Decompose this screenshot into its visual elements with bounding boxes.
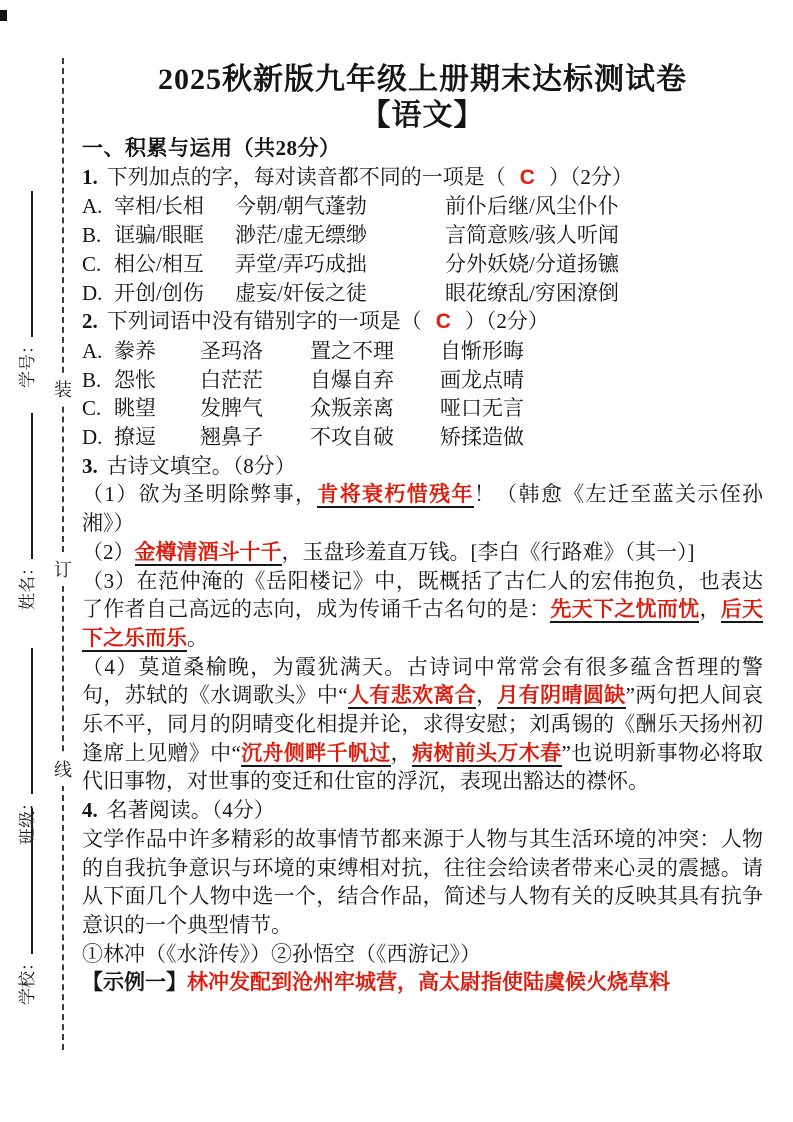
stem-text: 下列加点的字，每对读音都不同的一项是（ <box>106 164 506 189</box>
field-blank-line <box>14 413 33 559</box>
option-row <box>82 221 763 250</box>
field-blank-line <box>14 191 33 337</box>
page-title: 2025秋新版九年级上册期末达标测试卷 <box>158 63 687 96</box>
text-run: ！（韩愈《左迁至蓝关示侄孙湘》） <box>82 482 764 536</box>
option-word-group: 相公/相互 <box>114 251 204 276</box>
stem-text: 下列词语中没有错别字的一项是（ <box>106 309 422 334</box>
option-word-group: 言简意赅/骇人听闻 <box>445 223 619 248</box>
q3-item-4 <box>82 653 763 797</box>
question-1-stem <box>82 163 763 193</box>
option-word-group: 今朝/朝气蓬勃 <box>235 194 367 219</box>
stem-text: 名著阅读。（4分） <box>106 798 275 823</box>
option-word-group: 置之不理 <box>310 338 394 363</box>
answer-letter: C <box>435 310 451 334</box>
text-run: （4）莫道桑榆晚，为霞犹满天。古诗词中常常会有很多蕴含哲理的警句，苏轼的《水调歌头》中“ <box>82 654 763 708</box>
option-row <box>82 366 763 395</box>
binding-char-zhuang: 装 <box>51 374 75 406</box>
answer-letter: C <box>519 165 535 189</box>
question-number: 3. <box>82 453 98 478</box>
text-run: ， <box>390 740 413 765</box>
text-run: （1）欲为圣明除弊事， <box>82 482 318 507</box>
option-word-group: 不攻自破 <box>310 425 394 450</box>
q3-item-1 <box>82 480 763 537</box>
option-row <box>82 394 763 423</box>
option-word-group: 哑口无言 <box>440 396 524 421</box>
question-number: 4. <box>82 798 98 823</box>
field-school <box>14 808 38 1005</box>
option-row <box>82 337 763 366</box>
option-word-group: 矫揉造做 <box>440 425 524 450</box>
option-word-group: 圣玛洛 <box>200 338 263 363</box>
option-word-group: 眼花缭乱/穷困潦倒 <box>445 280 619 305</box>
question-4-stem <box>82 796 763 825</box>
field-label: 姓名： <box>18 559 37 610</box>
question-number: 2. <box>82 309 98 334</box>
option-word-group: 怨怅 <box>114 367 156 392</box>
stem-text: ）（2分） <box>548 164 633 189</box>
option-word-group: 分外妖娆/分道扬镳 <box>445 251 619 276</box>
subject-title: 【语文】 <box>360 99 485 132</box>
text-run: ， <box>476 683 498 708</box>
answer-blank-filled: 沉舟侧畔千帆过 <box>240 740 391 765</box>
option-label: A. <box>82 194 103 219</box>
field-blank-line <box>14 808 33 954</box>
stem-text: 古诗文填空。（8分） <box>106 453 296 478</box>
option-row <box>82 250 763 279</box>
answer-blank-filled: 后天下之乐而乐 <box>82 597 764 650</box>
option-word-group: 豢养 <box>114 338 156 363</box>
q3-item-3 <box>82 567 763 653</box>
text-run: ， <box>699 597 721 622</box>
q4-choices: ①林冲（《水浒传》）②孙悟空（《西游记》） <box>82 941 481 966</box>
option-row <box>82 279 763 308</box>
field-label: 班级： <box>18 794 37 845</box>
question-2-stem <box>82 307 763 337</box>
option-label: C. <box>82 396 102 421</box>
binding-char-xian: 线 <box>51 754 75 786</box>
option-word-group: 自爆自弃 <box>310 367 394 392</box>
option-word-group: 自惭形晦 <box>440 338 524 363</box>
q4-body: 文学作品中许多精彩的故事情节都来源于人物与其生活环境的冲突：人物的自我抗争意识与环境的束缚相对抗，往往会给读者带来心灵的震撼。请从下面几个人物中选一个，结合作品，简述与人物有关的反映其具有抗争意识的一个典型情节。 <box>82 826 763 937</box>
option-word-group: 发脾气 <box>200 396 263 421</box>
option-label: C. <box>82 251 102 276</box>
option-word-group: 众叛亲离 <box>310 396 394 421</box>
option-word-group: 撩逗 <box>114 425 156 450</box>
answer-blank-filled: 病树前头万木春 <box>412 740 562 765</box>
scan-artifact <box>0 10 7 21</box>
stem-text: ）（2分） <box>464 309 549 334</box>
field-label: 学校： <box>18 954 37 1005</box>
option-label: D. <box>82 425 103 450</box>
answer-blank-filled: 人有悲欢离合 <box>347 683 477 708</box>
option-label: B. <box>82 223 102 248</box>
option-word-group: 眺望 <box>114 396 156 421</box>
example-label: 【示例一】 <box>82 970 187 995</box>
section-heading: 一、积累与运用（共28分） <box>82 136 341 160</box>
binding-char-ding: 订 <box>51 554 75 586</box>
field-student-number <box>14 191 38 388</box>
exam-content <box>82 62 763 997</box>
text-run: ”也说明新事物必将取代旧事物，对世事的变迁和仕宦的浮沉，表现出豁达的襟怀。 <box>82 740 764 794</box>
question-1-options <box>82 192 763 307</box>
field-name <box>14 413 38 610</box>
question-3-stem <box>82 452 763 481</box>
answer-blank-filled: 先天下之忧而忧 <box>550 597 700 622</box>
q4-example-line <box>82 968 763 997</box>
option-word-group: 开创/创伤 <box>114 280 204 305</box>
option-label: D. <box>82 280 103 305</box>
option-word-group: 虚妄/奸佞之徒 <box>235 280 367 305</box>
option-word-group: 画龙点晴 <box>440 367 524 392</box>
question-2-options <box>82 337 763 452</box>
text-run: ”两句把人间哀乐不平，同月的阴晴变化相提并论，求得安慰；刘禹锡的《酬乐天扬州初逢席上见赠》中“ <box>82 683 764 765</box>
example-answer-text: 林冲发配到沧州牢城营，高太尉指使陆虞候火烧草料 <box>187 970 670 995</box>
option-word-group: 前仆后继/风尘仆仆 <box>445 194 619 219</box>
answer-blank-filled: 月有阴晴圆缺 <box>497 683 626 708</box>
answer-blank-filled: 金樽清酒斗十千 <box>134 539 282 564</box>
option-word-group: 白茫茫 <box>200 367 263 392</box>
q3-item-2 <box>82 538 763 567</box>
option-word-group: 渺茫/虚无缥缈 <box>235 223 367 248</box>
option-word-group: 弄堂/弄巧成拙 <box>235 251 367 276</box>
option-row <box>82 192 763 221</box>
text-run: （2） <box>82 539 135 564</box>
answer-blank-filled: 肯将衰朽惜残年 <box>317 482 474 507</box>
field-blank-line <box>14 648 33 794</box>
option-row <box>82 423 763 452</box>
text-run: 。 <box>187 625 208 650</box>
field-label: 学号： <box>18 337 37 388</box>
question-number: 1. <box>82 164 98 189</box>
option-word-group: 翘鼻子 <box>200 425 263 450</box>
option-word-group: 宰相/长相 <box>114 194 204 219</box>
option-label: A. <box>82 338 103 363</box>
text-run: （3）在范仲淹的《岳阳楼记》中，既概括了古仁人的宏伟抱负，也表达了作者自己高远的志向，成为传诵千古名句的是： <box>82 568 763 622</box>
text-run: ，玉盘珍羞直万钱。[李白《行路难》（其一）] <box>281 539 695 564</box>
option-word-group: 诓骗/眼眶 <box>114 223 204 248</box>
option-label: B. <box>82 367 102 392</box>
